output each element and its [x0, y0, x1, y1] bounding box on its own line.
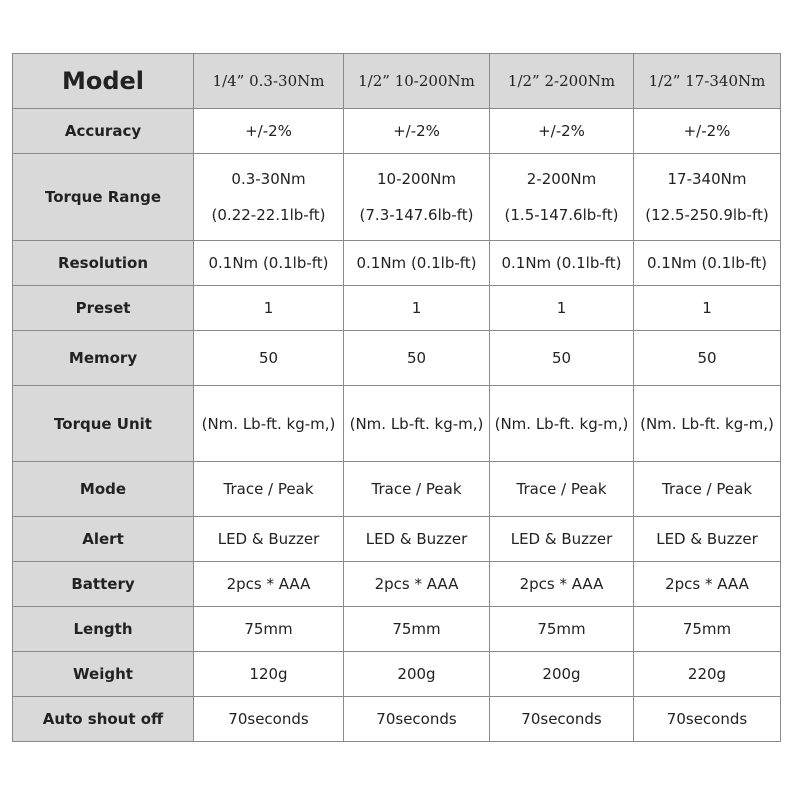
table-cell: 75mm [490, 607, 634, 652]
table-cell [194, 154, 344, 241]
table-row-auto-shut-off [13, 697, 781, 742]
table-cell: Trace / Peak [344, 462, 490, 517]
row-label: Length [13, 607, 194, 652]
table-cell: 200g [490, 652, 634, 697]
row-label: Torque Unit [13, 386, 194, 462]
table-cell: 50 [490, 331, 634, 386]
table-row-torque-unit [13, 386, 781, 462]
table-cell: 0.1Nm (0.1lb-ft) [634, 241, 781, 286]
table-cell: 50 [634, 331, 781, 386]
table-cell: 220g [634, 652, 781, 697]
table-cell: Trace / Peak [634, 462, 781, 517]
row-label: Alert [13, 517, 194, 562]
model-column-header: 1/2” 2-200Nm [490, 54, 634, 109]
table-row-alert [13, 517, 781, 562]
table-cell: (Nm. Lb-ft. kg-m,) [490, 386, 634, 462]
table-cell: 1 [634, 286, 781, 331]
table-cell: 70seconds [194, 697, 344, 742]
torque-range-lbft: (0.22-22.1lb-ft) [211, 206, 326, 224]
table-cell: 50 [344, 331, 490, 386]
torque-range-nm: 10-200Nm [377, 170, 456, 188]
table-cell: 2pcs * AAA [194, 562, 344, 607]
model-column-header: 1/2” 17-340Nm [634, 54, 781, 109]
table-cell: 1 [490, 286, 634, 331]
table-cell: +/-2% [194, 109, 344, 154]
torque-range-nm: 17-340Nm [667, 170, 747, 188]
table-cell: 70seconds [490, 697, 634, 742]
table-row-memory [13, 331, 781, 386]
table-cell: 75mm [634, 607, 781, 652]
table-cell: 0.1Nm (0.1lb-ft) [344, 241, 490, 286]
table-cell: (Nm. Lb-ft. kg-m,) [194, 386, 344, 462]
table-cell: +/-2% [490, 109, 634, 154]
spec-table [12, 53, 781, 742]
table-cell: 2pcs * AAA [634, 562, 781, 607]
table-cell: Trace / Peak [194, 462, 344, 517]
table-cell: LED & Buzzer [344, 517, 490, 562]
table-cell: +/-2% [634, 109, 781, 154]
table-cell [490, 154, 634, 241]
table-row-torque-range [13, 154, 781, 241]
table-cell: 70seconds [344, 697, 490, 742]
row-label: Memory [13, 331, 194, 386]
table-cell [634, 154, 781, 241]
table-cell: 0.1Nm (0.1lb-ft) [194, 241, 344, 286]
table-cell: 120g [194, 652, 344, 697]
table-cell: 200g [344, 652, 490, 697]
table-row-mode [13, 462, 781, 517]
model-column-header: 1/2” 10-200Nm [344, 54, 490, 109]
row-label: Battery [13, 562, 194, 607]
table-row-battery [13, 562, 781, 607]
table-cell: 2pcs * AAA [490, 562, 634, 607]
model-header-label: Model [13, 54, 194, 109]
torque-range-lbft: (12.5-250.9lb-ft) [645, 206, 769, 224]
table-cell: (Nm. Lb-ft. kg-m,) [344, 386, 490, 462]
table-row-weight [13, 652, 781, 697]
table-cell: LED & Buzzer [634, 517, 781, 562]
torque-range-nm: 0.3-30Nm [231, 170, 306, 188]
table-cell [344, 154, 490, 241]
row-label: Torque Range [13, 154, 194, 241]
table-cell: 1 [194, 286, 344, 331]
table-cell: 0.1Nm (0.1lb-ft) [490, 241, 634, 286]
row-label: Auto shout off [13, 697, 194, 742]
table-cell: 75mm [344, 607, 490, 652]
row-label: Resolution [13, 241, 194, 286]
row-label: Preset [13, 286, 194, 331]
table-cell: 2pcs * AAA [344, 562, 490, 607]
row-label: Weight [13, 652, 194, 697]
table-row-preset [13, 286, 781, 331]
torque-range-lbft: (7.3-147.6lb-ft) [359, 206, 474, 224]
table-header-row [13, 54, 781, 109]
model-column-header: 1/4” 0.3-30Nm [194, 54, 344, 109]
torque-range-lbft: (1.5-147.6lb-ft) [504, 206, 619, 224]
row-label: Accuracy [13, 109, 194, 154]
table-cell: 70seconds [634, 697, 781, 742]
table-cell: 75mm [194, 607, 344, 652]
table-cell: (Nm. Lb-ft. kg-m,) [634, 386, 781, 462]
row-label: Mode [13, 462, 194, 517]
table-cell: +/-2% [344, 109, 490, 154]
table-cell: 50 [194, 331, 344, 386]
table-cell: LED & Buzzer [194, 517, 344, 562]
table-row-resolution [13, 241, 781, 286]
table-row-length [13, 607, 781, 652]
table-cell: LED & Buzzer [490, 517, 634, 562]
table-cell: Trace / Peak [490, 462, 634, 517]
table-row-accuracy [13, 109, 781, 154]
table-cell: 1 [344, 286, 490, 331]
torque-range-nm: 2-200Nm [526, 170, 597, 188]
